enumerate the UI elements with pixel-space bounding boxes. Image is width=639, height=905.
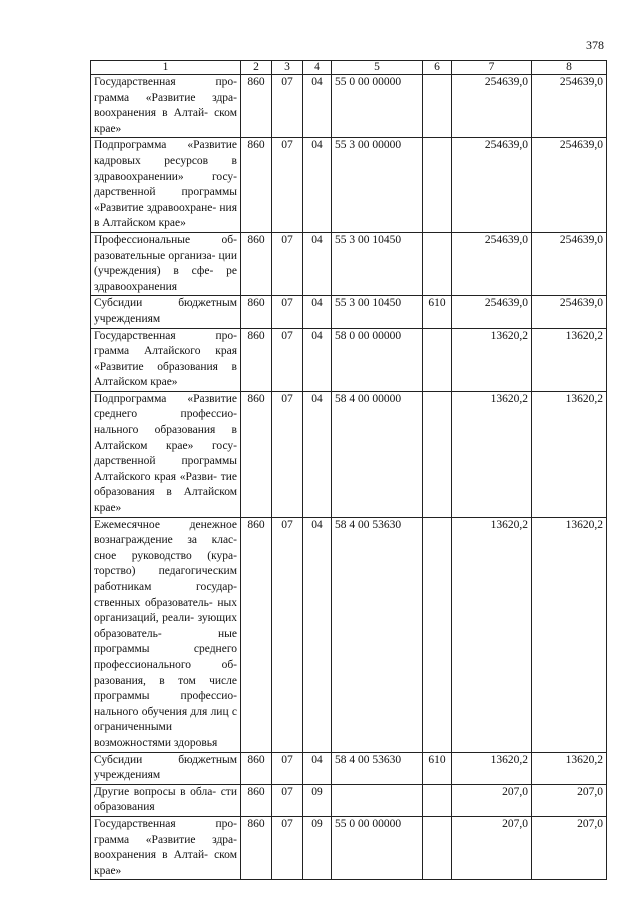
item-name-line: среднего профессио-: [94, 408, 237, 421]
code-vr-cell: [423, 328, 452, 391]
item-name-line: лиц с ограниченными: [94, 705, 237, 734]
table-row: [91, 75, 607, 138]
amount-cell: 13620,2: [452, 517, 532, 752]
item-name-line: ные программы среднего: [94, 627, 237, 656]
code-podrazdel-cell: 09: [303, 816, 332, 879]
item-name-line: здравоохранении» госу-: [94, 170, 237, 183]
code-podrazdel-cell: 09: [303, 784, 332, 816]
code-csr-cell: 55 0 00 00000: [332, 816, 423, 879]
item-name-line: Алтайском крае» госу-: [94, 439, 237, 452]
amount-cell: 254639,0: [452, 75, 532, 138]
item-name-line: Другие вопросы в обла-: [94, 785, 217, 798]
item-name-line: учреждениям: [94, 769, 161, 782]
amount-cell: 13620,2: [532, 328, 607, 391]
code-podrazdel-cell: 04: [303, 752, 332, 784]
amount-cell: 254639,0: [452, 138, 532, 233]
code-podrazdel-cell: 04: [303, 296, 332, 328]
code-csr-cell: 55 3 00 10450: [332, 296, 423, 328]
item-name-cell: [91, 517, 241, 752]
item-name-line: профессионального об-: [94, 658, 237, 671]
item-name-line: Алтайском крае»: [94, 486, 238, 515]
code-razdel-cell: 07: [272, 138, 303, 233]
table-row: [91, 328, 607, 391]
header-row: [91, 61, 607, 75]
code-podrazdel-cell: 04: [303, 75, 332, 138]
item-name-line: вознаграждение за клас-: [94, 534, 237, 547]
header-cell: 5: [332, 61, 423, 75]
table-row: [91, 391, 607, 517]
header-cell: 2: [241, 61, 272, 75]
header-cell: 3: [272, 61, 303, 75]
amount-cell: 207,0: [532, 816, 607, 879]
code-razdel-cell: 07: [272, 296, 303, 328]
amount-cell: 13620,2: [532, 752, 607, 784]
amount-cell: 13620,2: [532, 517, 607, 752]
item-name-line: грамма Алтайского края: [94, 345, 237, 358]
item-name-line: воохранения в Алтай-: [94, 107, 208, 120]
item-name-line: Государственная про-: [94, 76, 237, 88]
item-name-cell: [91, 752, 241, 784]
item-name-cell: [91, 784, 241, 816]
code-podrazdel-cell: 04: [303, 232, 332, 295]
amount-cell: 254639,0: [532, 296, 607, 328]
item-name-line: Государственная про-: [94, 329, 237, 342]
page-number: 378: [586, 38, 604, 52]
code-glava-cell: 860: [241, 296, 272, 328]
header-cell: 7: [452, 61, 532, 75]
table-row: [91, 517, 607, 752]
item-name-cell: [91, 391, 241, 517]
item-name-line: Государственная про-: [94, 817, 237, 830]
amount-cell: 13620,2: [452, 328, 532, 391]
header-cell: 1: [91, 61, 241, 75]
amount-cell: 254639,0: [532, 75, 607, 138]
amount-cell: 254639,0: [452, 232, 532, 295]
code-vr-cell: 610: [423, 296, 452, 328]
item-name-line: кадровых ресурсов в: [94, 154, 237, 167]
item-name-line: нального обучения для: [94, 705, 208, 718]
code-vr-cell: [423, 784, 452, 816]
table-row: [91, 784, 607, 816]
item-name-line: дарственной программы: [94, 455, 237, 468]
code-glava-cell: 860: [241, 232, 272, 295]
item-name-line: дарственной программы: [94, 186, 237, 199]
code-csr-cell: 58 4 00 00000: [332, 391, 423, 517]
item-name-line: ском крае»: [94, 107, 237, 135]
table-row: [91, 232, 607, 295]
table-row: [91, 752, 607, 784]
code-razdel-cell: 07: [272, 75, 303, 138]
item-name-line: ции (учреждения) в сфе-: [94, 249, 237, 278]
item-name-line: сти образования: [94, 785, 237, 814]
code-razdel-cell: 07: [272, 232, 303, 295]
table-row: [91, 138, 607, 233]
item-name-line: Алтайском крае»: [94, 376, 178, 389]
item-name-line: тие образования в: [94, 470, 237, 499]
code-vr-cell: [423, 517, 452, 752]
code-razdel-cell: 07: [272, 328, 303, 391]
item-name-line: Подпрограмма «Развитие: [94, 392, 237, 405]
table-row: [91, 296, 607, 328]
item-name-cell: [91, 328, 241, 391]
item-name-cell: [91, 138, 241, 233]
item-name-cell: [91, 232, 241, 295]
item-name-line: Субсидии бюджетным: [94, 297, 237, 310]
code-razdel-cell: 07: [272, 784, 303, 816]
table-row: [91, 816, 607, 879]
item-name-line: зующих образователь-: [94, 612, 237, 640]
item-name-line: грамма «Развитие здра-: [94, 833, 237, 846]
item-name-line: грамма «Развитие здра-: [94, 91, 237, 104]
item-name-line: разовательные организа-: [94, 249, 216, 262]
code-podrazdel-cell: 04: [303, 138, 332, 233]
budget-table: [90, 60, 607, 880]
item-name-cell: [91, 816, 241, 879]
code-csr-cell: 58 4 00 53630: [332, 517, 423, 752]
item-name-line: Ежемесячное денежное: [94, 518, 237, 531]
code-vr-cell: [423, 75, 452, 138]
header-cell: 4: [303, 61, 332, 75]
code-vr-cell: 610: [423, 752, 452, 784]
item-name-line: торство) педагогическим: [94, 565, 237, 578]
code-podrazdel-cell: 04: [303, 391, 332, 517]
item-name-line: Подпрограмма «Развитие: [94, 139, 237, 152]
code-vr-cell: [423, 138, 452, 233]
header-cell: 6: [423, 61, 452, 75]
item-name-cell: [91, 296, 241, 328]
table-body: [91, 61, 607, 880]
amount-cell: 13620,2: [452, 391, 532, 517]
item-name-line: воохранения в Алтай-: [94, 849, 208, 862]
code-podrazdel-cell: 04: [303, 517, 332, 752]
code-csr-cell: 58 4 00 53630: [332, 752, 423, 784]
amount-cell: 207,0: [452, 784, 532, 816]
code-glava-cell: 860: [241, 75, 272, 138]
amount-cell: 254639,0: [532, 232, 607, 295]
code-razdel-cell: 07: [272, 391, 303, 517]
code-razdel-cell: 07: [272, 517, 303, 752]
item-name-line: сное руководство (кура-: [94, 549, 237, 562]
amount-cell: 13620,2: [452, 752, 532, 784]
code-glava-cell: 860: [241, 816, 272, 879]
item-name-line: Субсидии бюджетным: [94, 753, 237, 766]
code-razdel-cell: 07: [272, 816, 303, 879]
item-name-line: ния в Алтайском крае»: [94, 201, 237, 230]
item-name-line: работникам государ-: [94, 581, 237, 593]
item-name-line: Алтайского края «Разви-: [94, 470, 217, 483]
item-name-line: учреждениям: [94, 312, 161, 325]
code-csr-cell: [332, 784, 423, 816]
code-podrazdel-cell: 04: [303, 328, 332, 391]
item-name-line: ском крае»: [94, 849, 237, 877]
item-name-line: Профессиональные об-: [94, 233, 237, 246]
code-razdel-cell: 07: [272, 752, 303, 784]
code-glava-cell: 860: [241, 391, 272, 517]
item-name-line: ственных образователь-: [94, 596, 213, 609]
item-name-line: «Развитие образования в: [94, 360, 237, 373]
code-vr-cell: [423, 232, 452, 295]
item-name-line: ре здравоохранения: [94, 265, 237, 293]
amount-cell: 207,0: [532, 784, 607, 816]
item-name-line: «Развитие здравоохране-: [94, 201, 217, 214]
item-name-line: возможностями здоровья: [94, 736, 218, 749]
amount-cell: 254639,0: [452, 296, 532, 328]
amount-cell: 13620,2: [532, 391, 607, 517]
code-glava-cell: 860: [241, 328, 272, 391]
item-name-cell: [91, 75, 241, 138]
item-name-line: ных организаций, реали-: [94, 596, 238, 625]
item-name-line: нального образования в: [94, 424, 237, 437]
code-vr-cell: [423, 816, 452, 879]
code-glava-cell: 860: [241, 784, 272, 816]
code-glava-cell: 860: [241, 752, 272, 784]
header-cell: 8: [532, 61, 607, 75]
code-csr-cell: 55 3 00 00000: [332, 138, 423, 233]
code-csr-cell: 58 0 00 00000: [332, 328, 423, 391]
code-glava-cell: 860: [241, 138, 272, 233]
code-csr-cell: 55 0 00 00000: [332, 75, 423, 138]
code-csr-cell: 55 3 00 10450: [332, 232, 423, 295]
amount-cell: 207,0: [452, 816, 532, 879]
code-glava-cell: 860: [241, 517, 272, 752]
code-vr-cell: [423, 391, 452, 517]
item-name-line: программы профессио-: [94, 690, 237, 703]
amount-cell: 254639,0: [532, 138, 607, 233]
item-name-line: разования, в том числе: [94, 674, 237, 687]
